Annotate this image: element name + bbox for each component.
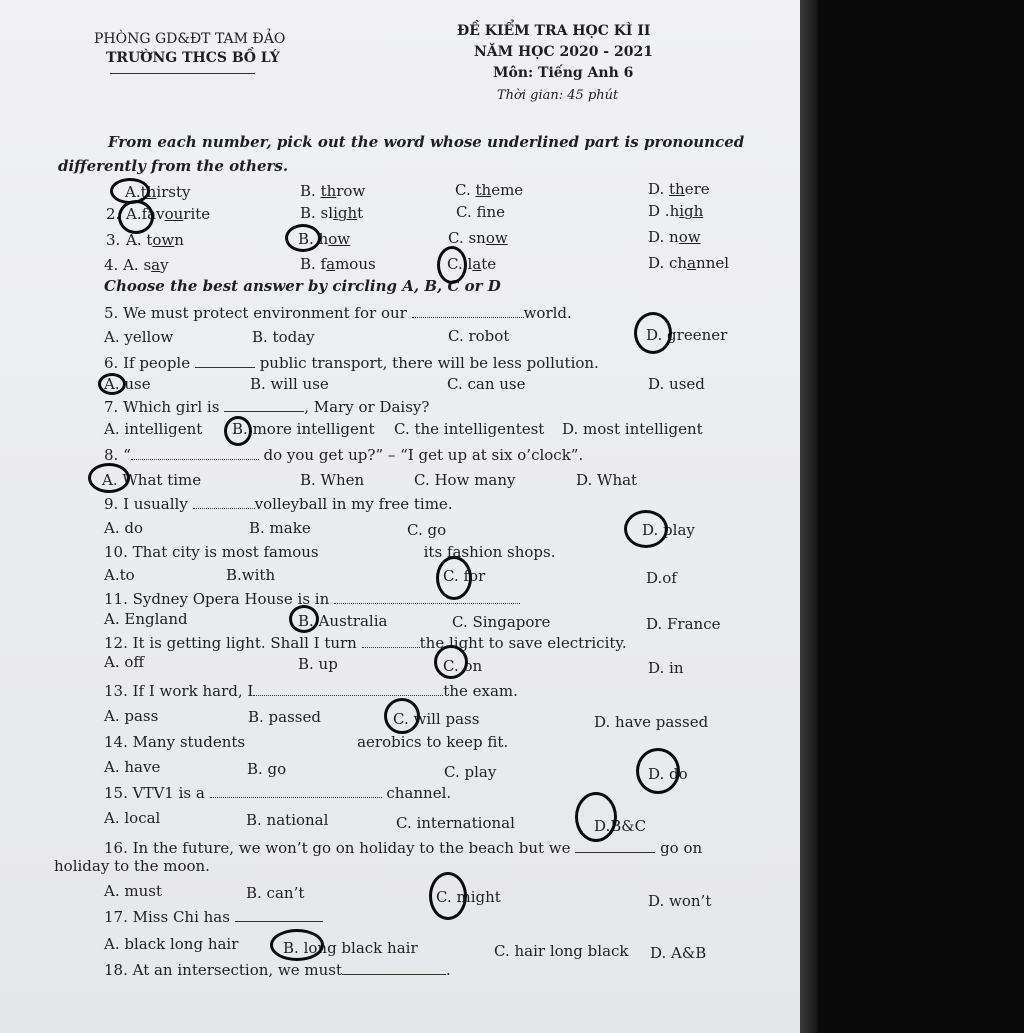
q16-option-b: B. can’t [246,884,305,902]
q4-option-b: B. famous [300,255,376,273]
q5-option-a: A. yellow [104,328,174,346]
q8-option-b: B. When [300,471,365,489]
q7-stem: 7. Which girl is , Mary or Daisy? [104,398,430,416]
q3-option-a: A. town [126,231,184,249]
q1-option-c: C. theme [455,181,524,199]
q4-option-d: D. channel [648,254,730,272]
answer-circle-q6a [98,373,126,395]
q15-option-b: B. national [246,811,329,829]
q2-option-d: D .high [648,202,704,220]
answer-circle-q9d [624,510,668,548]
q7-option-d: D. most intelligent [562,420,703,438]
q13-option-b: B. passed [248,708,321,726]
answer-circle-q12c [434,645,468,679]
header-divider [110,73,255,74]
section2-instruction: Choose the best answer by circling A, B, C or D [104,277,501,295]
q8-stem: 8. “ do you get up?” – “I get up at six o’clock”. [104,446,584,464]
answer-circle-q3b [285,224,321,252]
q7-option-c: C. the intelligentest [394,420,545,438]
q14-option-d: D. do [648,765,688,783]
q9-option-b: B. make [249,519,311,537]
q18-stem: 18. At an intersection, we must . [104,961,451,979]
q2-option-c: C. fne [456,203,506,221]
q10-option-a: A.to [104,566,135,584]
q8-option-c: C. How many [414,471,516,489]
subject: Môn: Tiếng Anh 6 [493,65,634,81]
school-year: NĂM HỌC 2020 - 2021 [474,44,653,60]
q15-option-c: C. international [396,814,515,832]
q9-option-d: D. play [642,521,695,539]
q14-option-a: A. have [104,758,161,776]
q14-option-b: B. go [247,760,287,778]
q2-option-b: B. slight [300,204,364,222]
q4-option-a: 4. A. say [104,256,169,274]
q5-option-b: B. today [252,328,315,346]
q8-option-d: D. What [576,471,638,489]
q15-option-a: A. local [104,809,161,827]
q10-option-d: D.of [646,569,677,587]
q5-option-c: C. robot [448,327,510,345]
exam-title: ĐỀ KIỂM TRA HỌC KÌ II [457,23,651,39]
q14-option-c: C. play [444,763,497,781]
answer-circle-q11b [289,605,319,633]
q16-stem: 16. In the future, we won’t go on holiday to the beach but we go on [104,839,703,857]
q3-number: 3. [106,231,121,249]
q16-option-a: A. must [104,882,162,900]
q6-stem: 6. If people public transport, there will be less pollution. [104,354,599,372]
q6-option-b: B. will use [250,375,329,393]
exam-time: Thời gian: 45 phút [497,88,619,103]
q11-option-b: B. Australia [298,612,388,630]
q16-option-c: C. might [436,888,501,906]
section1-instruction-cont: differently from the others. [58,157,289,175]
q17-option-b: B. long black hair [283,939,418,957]
q7-option-a: A. intelligent [104,420,203,438]
q12-option-a: A. off [104,653,145,671]
q17-option-d: D. A&B [650,944,707,962]
q17-option-c: C. hair long black [494,942,629,960]
q5-option-d: D. greener [646,326,728,344]
q12-option-b: B. up [298,655,338,673]
answer-circle-q5d [634,312,672,354]
school-name: TRƯỜNG THCS BỒ LÝ [106,50,280,66]
q16-stem-cont: holiday to the moon. [54,857,210,875]
q1-option-d: D. there [648,180,710,198]
q14-stem: 14. Many students aerobics to keep fit. [104,733,509,751]
q13-option-c: C. will pass [393,710,480,728]
answer-circle-q13c [384,698,420,734]
q2-option-a: A.favourite [126,205,211,223]
q10-stem: 10. That city is most famous its fashion shops. [104,543,556,561]
answer-circle-q16c [429,872,467,920]
q12-stem: 12. It is getting light. Shall I turn the light to save electricity. [104,634,627,652]
q9-stem: 9. I usually volleyball in my free time. [104,495,453,513]
q3-option-d: D. now [648,228,701,246]
q4-option-c: C. late [447,255,497,273]
answer-circle-q17b [270,929,324,961]
q13-option-d: D. have passed [594,713,709,731]
q15-stem: 15. VTV1 is a channel. [104,784,452,802]
q11-option-d: D. France [646,615,721,633]
answer-circle-q8a [88,463,130,493]
q17-stem: 17. Miss Chi has [104,907,323,926]
q2-number: 2. [106,205,121,223]
q17-option-a: A. black long hair [104,935,239,953]
answer-circle-q14d [636,748,680,794]
answer-circle-q7b [224,416,252,446]
answer-circle-q15d [575,792,617,842]
department-name: PHÒNG GD&ĐT TAM ĐẢO [94,31,286,47]
q12-option-d: D. in [648,659,684,677]
q3-option-b: B. how [298,230,351,248]
q9-option-c: C. go [407,521,447,539]
answer-circle-q4c [437,246,467,284]
q11-option-c: C. Singapore [452,613,551,631]
q11-option-a: A. England [104,610,188,628]
q1-option-a: A.thirsty [125,183,191,201]
q6-option-d: D. used [648,375,705,393]
q5-stem: 5. We must protect environment for our world. [104,304,572,322]
q13-option-a: A. pass [104,707,159,725]
q15-option-d: D.B&C [594,817,647,835]
q16-option-d: D. won’t [648,892,712,910]
section1-instruction: From each number, pick out the word whose underlined part is pronounced [108,133,745,151]
q6-option-a: A. use [104,375,151,393]
answer-circle-q10c [436,556,472,600]
q1-option-b: B. throw [300,182,366,200]
q7-option-b: B. more intelligent [232,420,375,438]
q3-option-c: C. snow [448,229,508,247]
q10-option-c: C. for [443,567,486,585]
q10-option-b: B.with [226,566,276,584]
paper-edge-shadow [800,0,818,1033]
q12-option-c: C. on [443,657,483,675]
q8-option-a: A. What time [102,471,202,489]
q6-option-c: C. can use [447,375,526,393]
q13-stem: 13. If I work hard, I the exam. [104,682,518,700]
answer-circle-q2a [118,200,154,234]
q11-stem: 11. Sydney Opera House is in [104,589,520,608]
q9-option-a: A. do [104,519,144,537]
